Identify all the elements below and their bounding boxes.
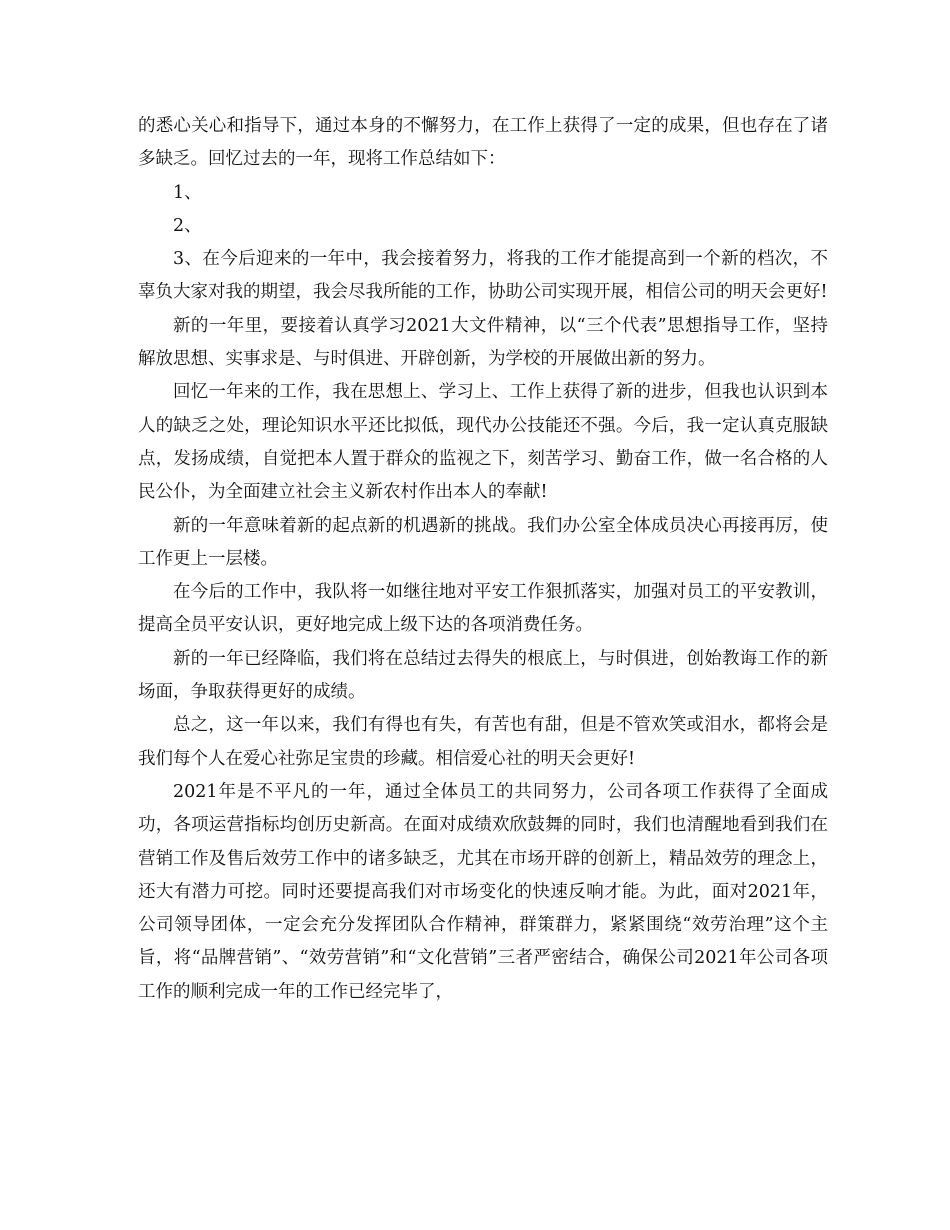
document-body	[138, 110, 828, 1009]
paragraph: 的悉心关心和指导下，通过本身的不懈努力，在工作上获得了一定的成果，但也存在了诸多缺乏。回忆过去的一年，现将工作总结如下：	[138, 116, 828, 170]
paragraph: 在今后的工作中，我队将一如继往地对平安工作狠抓落实，加强对员工的平安教训，提高全员平安认识，更好地完成上级下达的各项消费任务。	[138, 582, 828, 636]
paragraph: 回忆一年来的工作，我在思想上、学习上、工作上获得了新的进步，但我也认识到本人的缺乏之处，理论知识水平还比拟低，现代办公技能还不强。今后，我一定认真克服缺点，发扬成绩，自觉把本人置于群众的监视之下，刻苦学习、勤奋工作，做一名合格的人民公仆，为全面建立社会主义新农村作出本人的奉献!	[138, 382, 828, 503]
paragraph: 新的一年里，要接着认真学习2021大文件精神，以“三个代表”思想指导工作，坚持解放思想、实事求是、与时俱进、开辟创新，为学校的开展做出新的努力。	[138, 315, 828, 370]
paragraph: 3、在今后迎来的一年中，我会接着努力，将我的工作才能提高到一个新的档次，不辜负大家对我的期望，我会尽我所能的工作，协助公司实现开展，相信公司的明天会更好!	[138, 249, 828, 303]
paragraph: 新的一年已经降临，我们将在总结过去得失的根底上，与时俱进，创始教诲工作的新场面，争取获得更好的成绩。	[138, 648, 828, 703]
paragraph: 2021年是不平凡的一年，通过全体员工的共同努力，公司各项工作获得了全面成功，各项运营指标均创历史新高。在面对成绩欢欣鼓舞的同时，我们也清醒地看到我们在营销工作及售后效劳工作中的诸多缺乏，尤其在市场开辟的创新上，精品效劳的理念上，还大有潜力可挖。同时还要提高我们对市场变化的快速反响才能。为此，面对2021年，公司领导团体，一定会充分发挥团队合作精神，群策群力，紧紧围绕“效劳治理”这个主旨，将“品牌营销”、“效劳营销”和“文化营销”三者严密结合，确保公司2021年公司各项工作的顺利完成一年的工作已经完毕了，	[138, 781, 828, 1002]
paragraph: 总之，这一年以来，我们有得也有失，有苦也有甜，但是不管欢笑或泪水，都将会是我们每个人在爱心社弥足宝贵的珍藏。相信爱心社的明天会更好!	[138, 715, 828, 769]
paragraph: 1、	[173, 182, 202, 203]
paragraph: 2、	[173, 215, 202, 236]
paragraph: 新的一年意味着新的起点新的机遇新的挑战。我们办公室全体成员决心再接再厉，使工作更上一层楼。	[138, 515, 828, 569]
